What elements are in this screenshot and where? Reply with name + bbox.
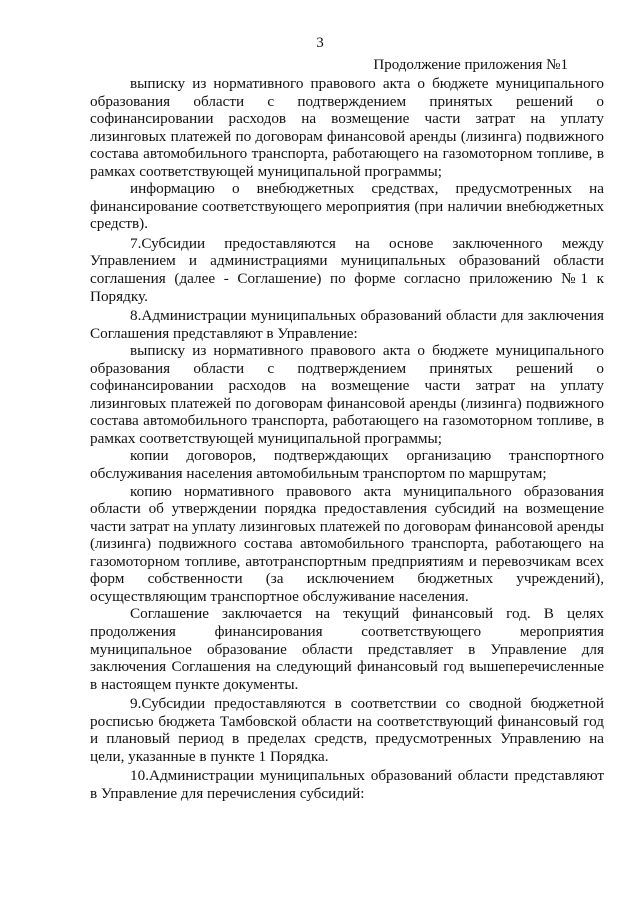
paragraph-extract-budget-act: выписку из нормативного правового акта о бюджете муниципального образования области с подтверждением принятых решений о софинансировании расходов на возмещение части затрат на уплату лизинговых платежей по договорам финансовой аренды (лизинга) подвижного состава автомобильного транспорта, работающего на газомоторном топливе, в рамках соответствующей муниципальной программы;	[90, 75, 604, 180]
paragraph-item-10: 10.Администрации муниципальных образований области представляют в Управление для перечисления субсидий:	[90, 767, 604, 802]
paragraph-item-7: 7.Субсидии предоставляются на основе заключенного между Управлением и администрациями муниципальных образований области соглашения (далее - Соглашение) по форме согласно приложению №1 к Порядку.	[90, 234, 604, 305]
paragraph-item-8: 8.Администрации муниципальных образований области для заключения Соглашения представляют в Управление:	[90, 307, 604, 342]
paragraph-item-9: 9.Субсидии предоставляются в соответствии со сводной бюджетной росписью бюджета Тамбовской области на соответствующий финансовый год и плановый период в пределах средств, предусмотренных Управлению на цели, указанные в пункте 1 Порядка.	[90, 695, 604, 765]
paragraph-contract-copies: копии договоров, подтверждающих организацию транспортного обслуживания населения автомобильным транспортом по маршрутам;	[90, 447, 604, 483]
paragraph-extract-budget-act-2: выписку из нормативного правового акта о бюджете муниципального образования области с подтверждением принятых решений о софинансировании расходов на возмещение части затрат на уплату лизинговых платежей по договорам финансовой аренды (лизинга) подвижного состава автомобильного транспорта, работающего на газомоторном топливе, в рамках соответствующей муниципальной программы;	[90, 342, 604, 447]
paragraph-normative-act-copy: копию нормативного правового акта муниципального образования области об утверждении порядка предоставления субсидий на возмещение части затрат на уплату лизинговых платежей по договорам финансовой аренды (лизинга) подвижного состава автомобильного транспорта, работающего на газомоторном топливе, автотранспортным предприятиям и перевозчикам всех форм собственности (за исключением бюджетных учреждений), осуществляющим транспортное обслуживание населения.	[90, 482, 604, 605]
paragraph-offbudget-info: информацию о внебюджетных средствах, предусмотренных на финансирование соответствующего мероприятия (при наличии внебюджетных средств).	[90, 180, 604, 233]
appendix-continuation-note: Продолжение приложения №1	[373, 57, 568, 73]
document-body	[90, 75, 604, 802]
page-number: 3	[316, 35, 324, 51]
paragraph-agreement-term: Соглашение заключается на текущий финансовый год. В целях продолжения финансирования соответствующего мероприятия муниципальное образование области представляет в Управление для заключения Соглашения на следующий финансовый год вышеперечисленные в настоящем пункте документы.	[90, 605, 604, 693]
